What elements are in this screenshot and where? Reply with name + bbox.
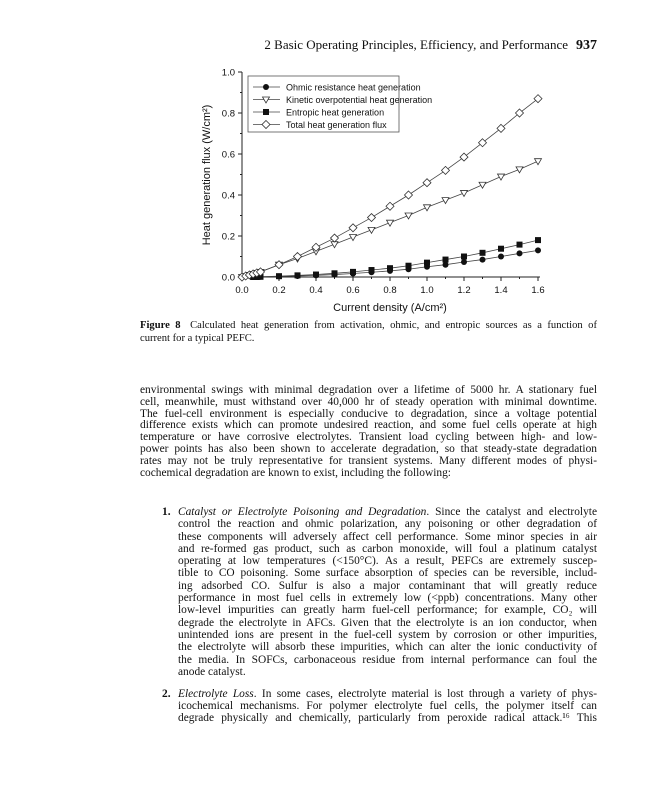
caption-line: current for a typical PEFC. [140,333,255,344]
x-tick-label: 1.4 [494,285,508,296]
x-tick-label: 1.2 [457,285,471,296]
text-line: and re-formed gas product, such as carbon monoxide, will foul a platinum catalyst [178,542,597,555]
legend-label: Kinetic overpotential heat generation [286,95,433,105]
data-point-circle [535,247,541,253]
data-point-diamond [442,166,450,174]
text-line: power points has also been shown to accelerate degradation, so that steady-state degradation [140,442,597,455]
data-point-diamond [479,139,487,147]
x-tick-label: 1.0 [420,285,434,296]
data-point-square [350,269,356,275]
data-point-triangle [461,190,468,196]
data-point-square [263,109,269,115]
data-point-diamond [368,214,376,222]
x-tick-label: 0.2 [272,285,286,296]
data-point-circle [443,262,449,268]
caption-label: Figure 8 [140,320,181,331]
x-tick-label: 0.6 [346,285,360,296]
data-point-diamond [349,224,357,232]
data-point-square [295,272,301,278]
text-line [178,506,597,518]
legend-label: Entropic heat generation [286,107,385,118]
y-tick-label: 1.0 [221,67,235,79]
data-point-circle [517,250,523,256]
y-tick-label: 0.2 [221,231,235,243]
data-point-triangle [387,220,394,226]
text-line: degrade the electrolyte in AFCs. Given that the electrolyte is an ion conductor, when [178,616,597,629]
heat-generation-chart [0,0,647,318]
text-line: these components will adversely affect cell performance. Some minor species in air [178,530,597,543]
caption-line [140,319,597,332]
text-line: unintended ions are present in the fuel-cell system by corrosion or other impurities, [178,628,597,641]
data-point-diamond [534,95,542,103]
data-point-square [535,237,541,243]
data-point-square [517,242,523,248]
text-line: the media. In SOFCs, carbonaceous residue from internal performance can foul the [178,653,597,666]
text-line: rates may not be truly representative for transient systems. Many different modes of physi- [140,454,597,467]
list-item-2 [162,689,597,724]
data-point-square [369,267,375,273]
list-item-1 [162,506,597,678]
data-point-triangle [516,167,523,173]
y-tick-label: 0.4 [221,190,235,202]
x-axis-title: Current density (A/cm²) [333,302,447,314]
caption-text: Calculated heat generation from activation, ohmic, and entropic sources as a function of [190,320,597,331]
data-point-triangle [350,235,357,241]
figure-caption [140,319,597,345]
data-point-triangle [368,227,375,233]
y-tick-label: 0.8 [221,108,235,120]
text-line: tible to CO poisoning. Some surface absorption of species can be reversible, includ- [178,567,597,580]
text-line: the electrolyte will absorb these impurities, which can alter the ionic conductivity of [178,641,597,654]
x-tick-label: 0.0 [235,285,249,296]
data-point-square [276,273,282,279]
data-point-square [387,265,393,271]
list-item-title: Catalyst or Electrolyte Poisoning and Degradation [178,506,427,518]
data-point-diamond [405,191,413,199]
legend-label: Ohmic resistance heat generation [286,82,421,93]
list-text [178,689,597,724]
text-line: temperature or have corrosive electrolytes. Transient load cycling between high- and low- [140,431,597,444]
y-tick-label: 0.0 [221,272,235,284]
text-line: anode catalyst. [178,665,246,678]
text-line: cell, meanwhile, must withstand over 40,000 hr of steady operation with minimal downtime. [140,395,597,408]
data-point-diamond [423,179,431,187]
page-number: 937 [576,38,597,53]
list-number: 2. [162,688,171,700]
text-line: performance in most fuel cells in extremely low (<ppb) concentrations. Many other [178,592,597,605]
data-point-square [443,257,449,263]
chart-legend [248,76,432,132]
text-line: low-level impurities can greatly harm fuel-cell performance; for example, CO₂ will [178,604,597,617]
data-point-triangle [479,182,486,188]
text-line: icochemical mechanisms. For polymer electrolyte fuel cells, the polymer itself can [178,699,597,712]
data-point-triangle [405,213,412,219]
data-point-triangle [424,205,431,211]
list-text [178,506,597,678]
text-line: cochemical degradation are known to exist, including the following: [140,466,451,479]
x-tick-label: 0.8 [383,285,397,296]
text-line: control the reaction and ohmic polarization, any poisoning or other degradation of [178,518,597,531]
series-0 [250,247,541,280]
data-point-circle [461,259,467,265]
y-axis-title: Heat generation flux (W/cm²) [201,104,213,246]
section-title: 2 Basic Operating Principles, Efficiency, and Performance [264,37,568,52]
series-line [242,161,538,277]
data-point-square [332,270,338,276]
data-point-square [498,246,504,252]
text-line: ing adsorbed CO. Sulfur is also a major contaminant that will greatly reduce [178,579,597,592]
text-span: . In some cases, electrolyte material is lost through a variety of phys- [253,688,597,700]
text-line: The fuel-cell environment is especially conducive to degradation, since a voltage potential [140,407,597,420]
data-point-square [424,260,430,266]
data-point-diamond [386,202,394,210]
list-number: 1. [162,506,171,518]
list-item-title: Electrolyte Loss [178,688,254,700]
text-line: environmental swings with minimal degradation over a lifetime of 5000 hr. A stationary fuel [140,384,597,396]
x-tick-label: 0.4 [309,285,323,296]
text-line: operating at low temperatures (<150°C). As a result, PEFCs are extremely suscep- [178,555,597,568]
x-tick-label: 1.6 [531,285,545,296]
text-line: degrade physically and chemically, particularly from peroxide radical attack.¹⁶ This [178,711,597,724]
text-line: difference exists which can promote undesired reaction, and some fuel cells operate at high [140,419,597,432]
data-point-circle [480,257,486,263]
data-point-square [480,250,486,256]
legend-label: Total heat generation flux [286,120,387,130]
y-tick-label: 0.6 [221,149,235,161]
data-point-circle [498,254,504,260]
text-span: . Since the catalyst and electrolyte [426,506,597,518]
data-point-circle [263,84,269,90]
data-point-square [313,272,319,278]
data-point-triangle [535,159,542,165]
data-point-square [406,263,412,269]
data-point-diamond [331,234,339,242]
data-point-triangle [498,174,505,180]
data-point-diamond [460,153,468,161]
data-point-square [461,254,467,260]
body-paragraph [140,385,597,479]
data-point-triangle [442,198,449,204]
